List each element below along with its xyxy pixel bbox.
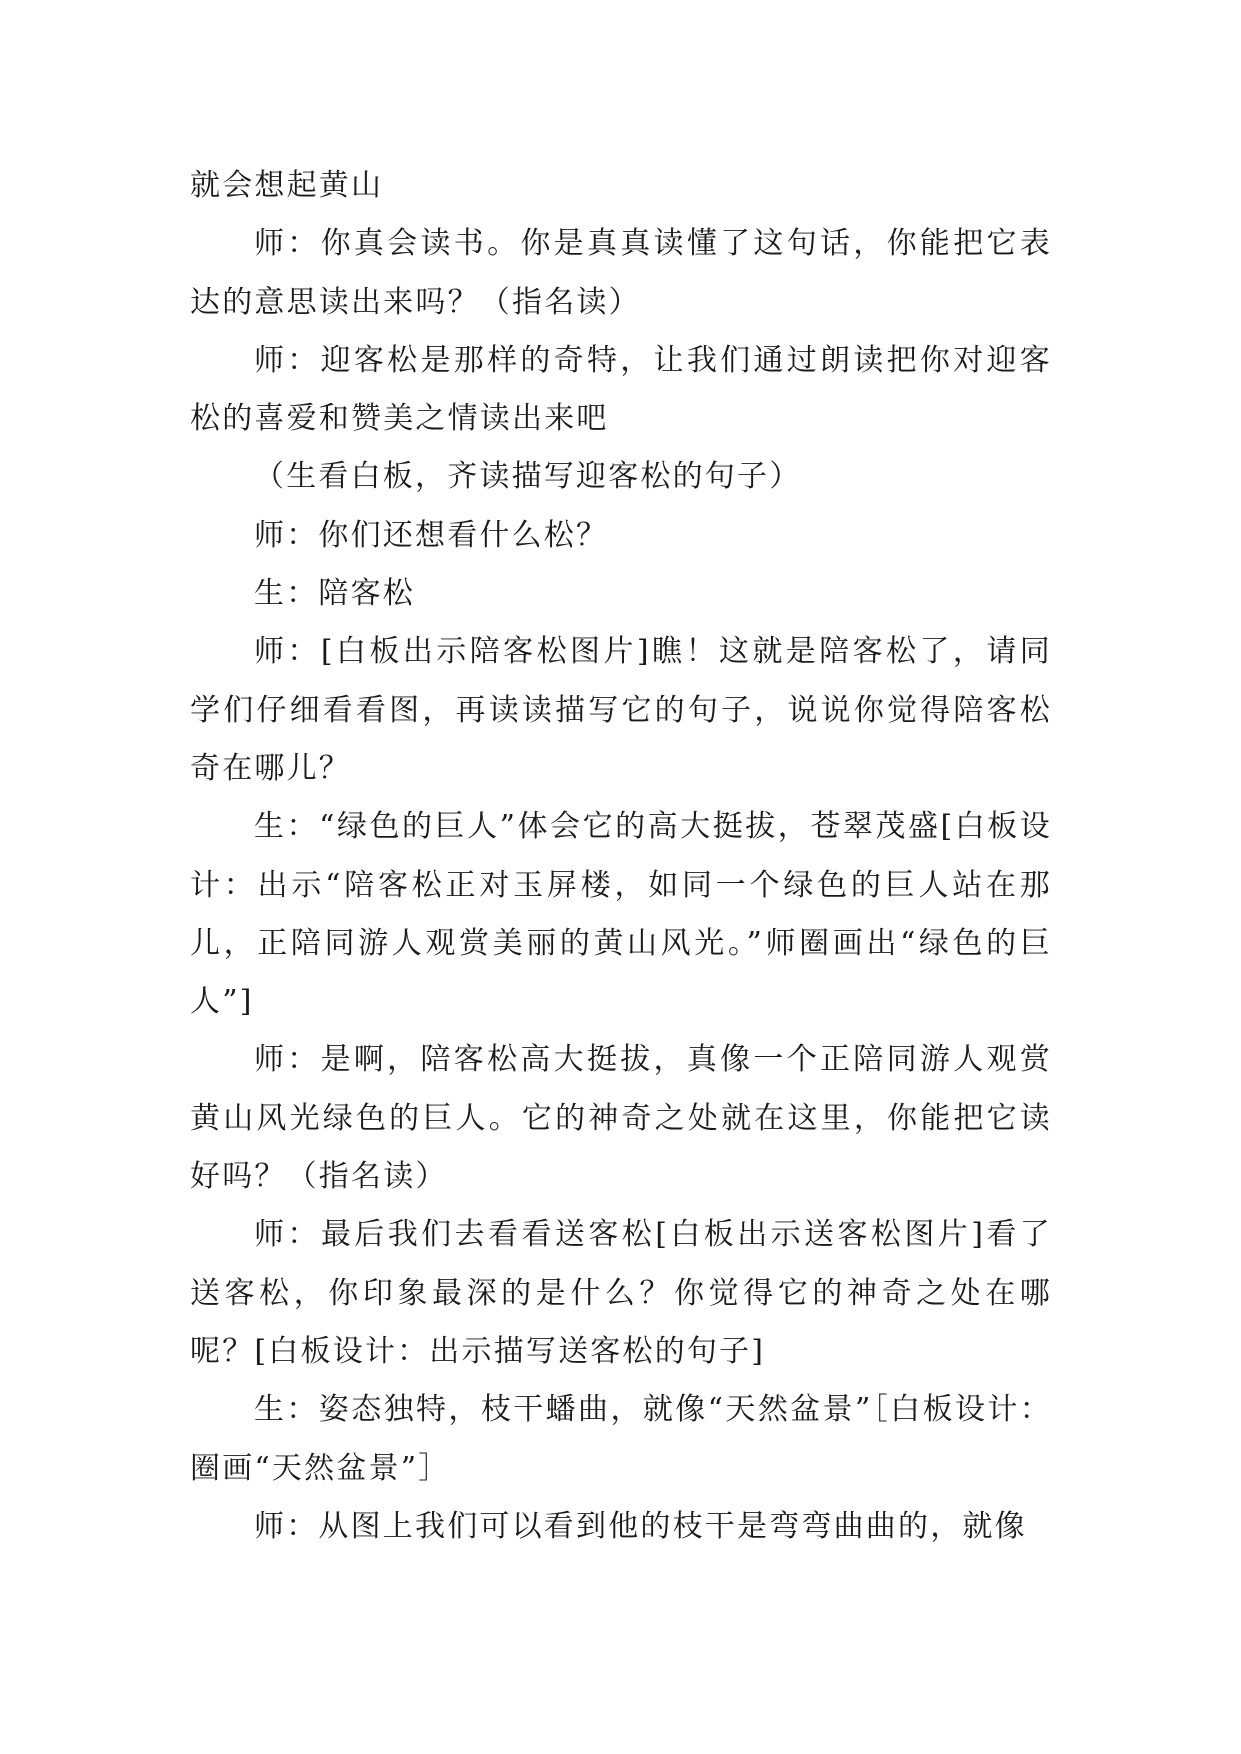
paragraph: 师：是啊，陪客松高大挺拔，真像一个正陪同游人观赏黄山风光绿色的巨人。它的神奇之处就在这里，你能把它读好吗？（指名读） bbox=[190, 1042, 1052, 1195]
document-body bbox=[190, 157, 1052, 1556]
paragraph: 生：“绿色的巨人”体会它的高大挺拔，苍翠茂盛[白板设计：出示“陪客松正对玉屏楼，如同一个绿色的巨人站在那儿，正陪同游人观赏美丽的黄山风光。”师圈画出“绿色的巨人”] bbox=[190, 809, 1052, 1020]
paragraph: 就会想起黄山 bbox=[190, 168, 384, 203]
paragraph: （生看白板，齐读描写迎客松的句子） bbox=[254, 459, 802, 495]
paragraph: 生：陪客松 bbox=[254, 576, 415, 612]
paragraph: 师：[白板出示陪客松图片]瞧！这就是陪客松了，请同学们仔细看看图，再读读描写它的句子，说说你觉得陪客松奇在哪儿？ bbox=[190, 634, 1052, 786]
paragraph: 师：迎客松是那样的奇特，让我们通过朗读把你对迎客松的喜爱和赞美之情读出来吧 bbox=[190, 342, 1052, 437]
paragraph: 师：你真会读书。你是真真读懂了这句话，你能把它表达的意思读出来吗？（指名读） bbox=[190, 226, 1052, 320]
paragraph: 师：从图上我们可以看到他的枝干是弯弯曲曲的，就像 bbox=[254, 1508, 1027, 1544]
paragraph: 生：姿态独特，枝干蟠曲，就像“天然盆景”［白板设计：圈画“天然盆景”］ bbox=[190, 1392, 1052, 1486]
paragraph: 师：你们还想看什么松？ bbox=[254, 517, 609, 553]
paragraph: 师：最后我们去看看送客松[白板出示送客松图片]看了送客松，你印象最深的是什么？你觉得它的神奇之处在哪呢？[白板设计：出示描写送客松的句子] bbox=[190, 1217, 1052, 1369]
